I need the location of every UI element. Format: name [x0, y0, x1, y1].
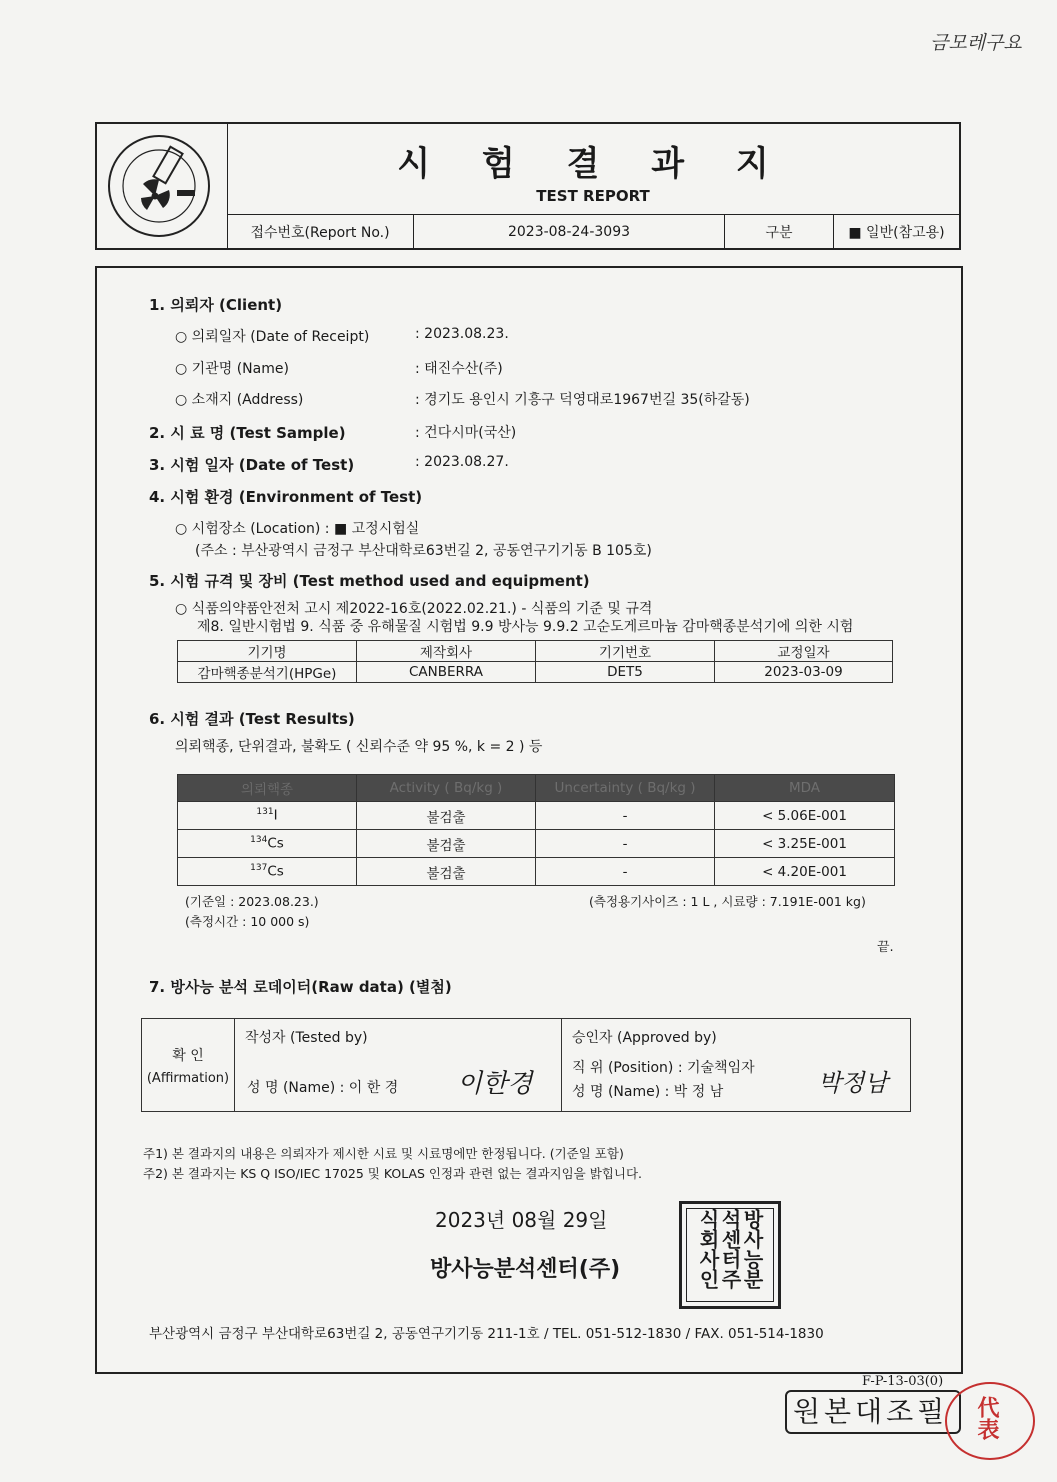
approver-label: 승인자 (Approved by) — [572, 1030, 717, 1046]
table-cell: 불검출 — [357, 830, 536, 858]
affirmation-label-en: (Affirmation) — [146, 1070, 230, 1086]
tester-label: 작성자 (Tested by) — [245, 1030, 368, 1046]
report-title: 시 험 결 과 지 — [397, 144, 789, 184]
table-cell: < 4.20E-001 — [715, 858, 895, 886]
report-header — [95, 122, 961, 250]
table-cell: CANBERRA — [357, 662, 536, 683]
tester-signature: 이한경 — [457, 1069, 533, 1099]
table-header-cell: 기기번호 — [536, 641, 715, 662]
table-cell: - — [536, 830, 715, 858]
organization-name: 방사능분석센터(주) — [430, 1257, 621, 1282]
test-location: ○ 시험장소 (Location) : ■ 고정시험실 — [175, 521, 420, 537]
table-cell: DET5 — [536, 662, 715, 683]
nuclide-cell — [178, 802, 357, 830]
table-header-cell: 제작회사 — [357, 641, 536, 662]
results-table — [177, 774, 895, 886]
report-subtitle: TEST REPORT — [536, 187, 650, 205]
mass-number: 134 — [250, 835, 268, 846]
table-row — [178, 802, 895, 830]
table-header-row — [178, 775, 895, 802]
element-symbol: Cs — [267, 835, 284, 852]
note-1: 주1) 본 결과지의 내용은 의뢰자가 제시한 시료 및 시료명에만 한정됩니다. (기준일 포함) — [143, 1146, 624, 1161]
tester-name: 성 명 (Name) : 이 한 경 — [247, 1080, 399, 1096]
note-2: 주2) 본 결과지는 KS Q ISO/IEC 17025 및 KOLAS 인정과 관련 없는 결과지임을 밝힙니다. — [143, 1166, 642, 1181]
table-cell: - — [536, 802, 715, 830]
table-cell: 불검출 — [357, 802, 536, 830]
client-name-label: ○ 기관명 (Name) — [175, 361, 289, 377]
organization-address: 부산광역시 금정구 부산대학로63번길 2, 공동연구기기동 211-1호 / TEL. 051-512-1830 / FAX. 051-514-1830 — [149, 1326, 824, 1342]
table-cell: < 3.25E-001 — [715, 830, 895, 858]
nuclide-cell — [178, 858, 357, 886]
approver-name: 성 명 (Name) : 박 정 남 — [572, 1084, 724, 1100]
client-address-label: ○ 소재지 (Address) — [175, 392, 304, 408]
section-environment-title: 4. 시험 환경 (Environment of Test) — [149, 488, 423, 506]
table-cell: < 5.06E-001 — [715, 802, 895, 830]
measurement-time: (측정시간 : 10 000 s) — [185, 914, 310, 929]
table-cell: 불검출 — [357, 858, 536, 886]
report-info-row — [227, 214, 959, 249]
affirmation-cell — [142, 1019, 235, 1112]
issue-date: 2023년 08월 29일 — [435, 1208, 608, 1232]
section-rawdata-title: 7. 방사능 분석 로데이터(Raw data) (별첨) — [149, 978, 452, 996]
container-info: (측정용기사이즈 : 1 L , 시료량 : 7.191E-001 kg) — [589, 894, 866, 909]
method-line-1: ○ 식품의약품안전처 고시 제2022-16호(2022.02.21.) - 식품의 기준 및 규격 — [175, 601, 653, 617]
table-header-row — [178, 641, 893, 662]
tester-cell — [235, 1019, 562, 1112]
section-client-title: 1. 의뢰자 (Client) — [149, 296, 283, 314]
test-date-value: : 2023.08.27. — [415, 454, 509, 470]
approver-cell — [562, 1019, 911, 1112]
table-header-cell: Activity ( Bq/kg ) — [357, 775, 536, 802]
affirmation-label: 확 인 — [172, 1047, 204, 1064]
table-header-cell: 교정일자 — [715, 641, 893, 662]
table-header-cell: 기기명 — [178, 641, 357, 662]
table-cell: - — [536, 858, 715, 886]
mass-number: 131 — [256, 807, 274, 818]
results-description: 의뢰핵종, 단위결과, 불확도 ( 신뢰수준 약 95 %, k = 2 ) 등 — [175, 739, 543, 755]
table-header-cell: 의뢰핵종 — [178, 775, 357, 802]
nuclide-cell — [178, 830, 357, 858]
mass-number: 137 — [250, 863, 268, 874]
company-seal: 방사능분석센터주식회사인 — [679, 1201, 781, 1309]
table-cell: 감마핵종분석기(HPGe) — [178, 662, 357, 683]
form-code: F-P-13-03(0) — [862, 1374, 944, 1389]
section-method-title: 5. 시험 규격 및 장비 (Test method used and equipment) — [149, 572, 590, 590]
approver-position: 직 위 (Position) : 기술책임자 — [572, 1060, 755, 1076]
method-line-2: 제8. 일반시험법 9. 식품 중 유해물질 시험법 9.9 방사능 9.9.2 고순도게르마늄 감마핵종분석기에 의한 시험 — [197, 619, 854, 635]
original-verified-stamp: 원본대조필 — [785, 1390, 961, 1434]
reference-date: (기준일 : 2023.08.23.) — [185, 894, 319, 909]
red-representative-seal: 代表 — [945, 1382, 1035, 1460]
receipt-date-value: : 2023.08.23. — [415, 326, 509, 342]
approver-signature: 박정남 — [818, 1069, 888, 1097]
table-cell: 2023-03-09 — [715, 662, 893, 683]
table-row — [178, 858, 895, 886]
table-header-cell: MDA — [715, 775, 895, 802]
report-body — [95, 266, 963, 1374]
section-results-title: 6. 시험 결과 (Test Results) — [149, 710, 355, 728]
table-row — [178, 830, 895, 858]
element-symbol: I — [273, 807, 278, 824]
category-value: ■ 일반(참고용) — [848, 225, 945, 241]
report-no-label: 접수번호(Report No.) — [227, 215, 414, 249]
category-label: 구분 — [725, 215, 834, 249]
client-name-value: : 태진수산(주) — [415, 361, 503, 377]
section-test-date-title: 3. 시험 일자 (Date of Test) — [149, 456, 355, 474]
test-location-address: (주소 : 부산광역시 금정구 부산대학로63번길 2, 공동연구기기동 B 105호) — [195, 543, 652, 559]
sample-value: : 건다시마(국산) — [415, 425, 517, 441]
table-header-cell: Uncertainty ( Bq/kg ) — [536, 775, 715, 802]
report-no-value: 2023-08-24-3093 — [414, 215, 725, 249]
signature-table — [141, 1018, 911, 1112]
center-logo — [97, 124, 228, 248]
equipment-table — [177, 640, 893, 683]
table-row — [178, 662, 893, 683]
receipt-date-label: ○ 의뢰일자 (Date of Receipt) — [175, 329, 370, 345]
end-mark: 끝. — [877, 940, 894, 955]
handwritten-note: 금모레구요 — [930, 32, 1022, 54]
client-address-value: : 경기도 용인시 기흥구 덕영대로1967번길 35(하갈동) — [415, 392, 750, 408]
section-sample-title: 2. 시 료 명 (Test Sample) — [149, 424, 346, 442]
element-symbol: Cs — [267, 863, 284, 880]
